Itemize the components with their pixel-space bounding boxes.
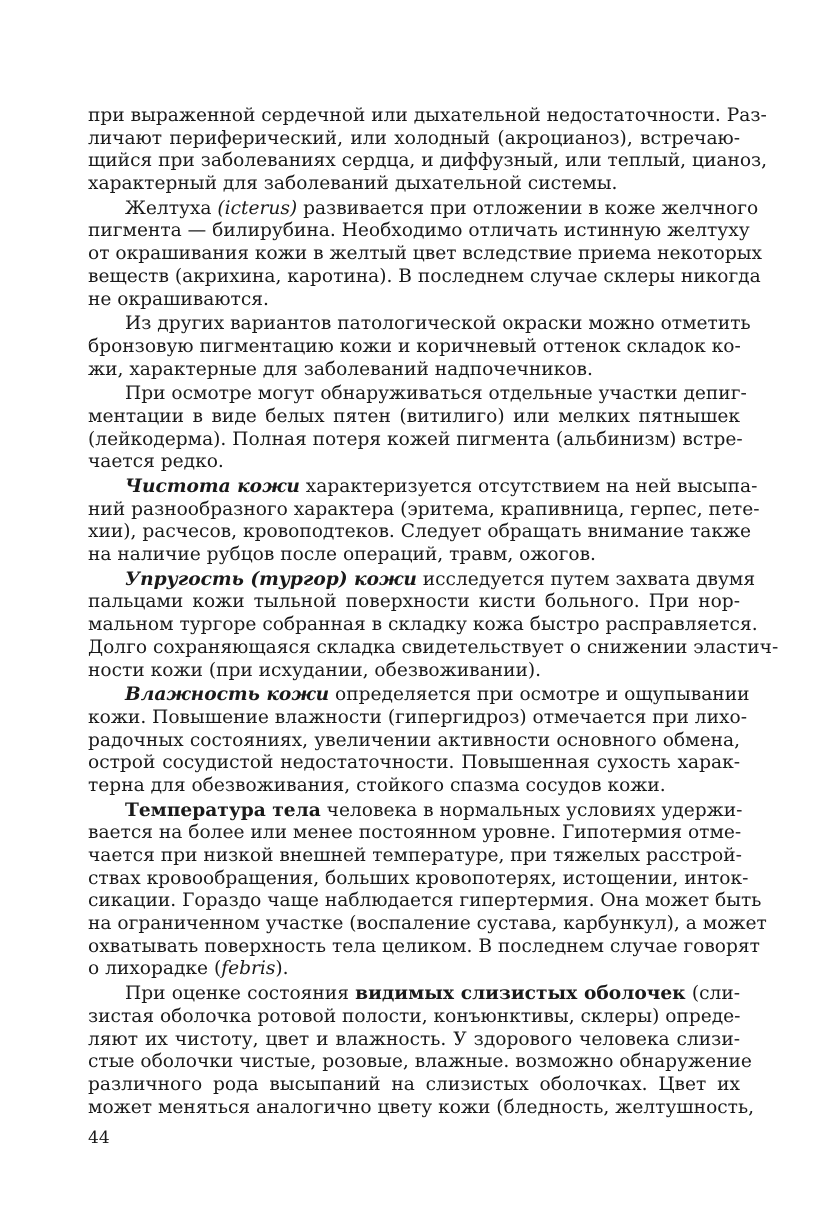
text-line (88, 935, 760, 959)
text-line (88, 359, 740, 382)
emphasized-term: Упругость (тургор) кожи (125, 568, 417, 590)
line-text-prefix: Желтуха (125, 197, 218, 219)
text-line (88, 1006, 740, 1029)
text-line (88, 498, 760, 522)
text-line (88, 660, 740, 683)
text-line (88, 636, 779, 660)
text-line (88, 521, 752, 544)
line-text: ности кожи (при исхудании, обезвоживании). (88, 659, 542, 681)
line-text: радочных состояниях, увеличении активности основного обмена, (88, 729, 740, 751)
text-line (88, 614, 758, 637)
line-text: характерный для заболеваний дыхательной системы. (88, 173, 618, 195)
text-line (88, 913, 767, 936)
line-text: терна для обезвоживания, стойкого спазма сосудов кожи. (88, 774, 666, 796)
text-line (88, 867, 749, 891)
line-text: вается на более или менее постоянном уровне. Гипотермия отме- (88, 822, 742, 844)
emphasized-term: Температура тела (125, 799, 321, 821)
line-text-suffix: ). (275, 958, 289, 980)
text-line (88, 845, 740, 868)
text-line (88, 983, 740, 1006)
text-line (88, 289, 740, 312)
line-text: ствах кровообращения, больших кровопотерях, истощении, инток- (88, 867, 749, 889)
line-text: может меняться аналогично цвету кожи (бледность, желтушность, (88, 1096, 754, 1118)
line-text: щийся при заболеваниях сердца, и диффузный, или теплый, цианоз, (88, 150, 768, 172)
line-text-suffix: развивается при отложении в коже желчного (297, 197, 759, 219)
text-line (88, 544, 740, 567)
line-text-suffix: человека в нормальных условиях удержи- (320, 799, 743, 821)
text-line (88, 265, 761, 289)
line-text: на ограниченном участке (воспаление сустава, карбункул), а может (88, 913, 767, 935)
text-line (88, 1074, 740, 1097)
text-line (88, 313, 751, 336)
line-text: охватывать поверхность тела целиком. В последнем случае говорят (88, 935, 760, 957)
line-text-suffix: исследуется путем захвата двумя (416, 568, 756, 590)
line-text: ний разнообразного характера (эритема, крапивница, герпес, пете- (88, 498, 760, 520)
emphasized-term: Влажность кожи (125, 684, 330, 706)
line-text-suffix: определяется при осмотре и ощупывании (329, 684, 750, 706)
line-text: зистая оболочка ротовой полости, конъюнктивы, склеры) опреде- (88, 1005, 741, 1027)
line-text: стые оболочки чистые, розовые, влажные. возможно обнаружение (88, 1051, 752, 1073)
line-text: Из других вариантов патологической окраски можно отметить (125, 313, 751, 335)
text-line (88, 197, 759, 221)
emphasized-term: видимых слизистых оболочек (355, 983, 686, 1005)
line-text: хии), расчесов, кровоподтеков. Следует обращать внимание также (88, 521, 752, 543)
text-line (88, 428, 743, 452)
text-line (88, 173, 740, 196)
page-number: 44 (88, 1128, 110, 1148)
text-line (88, 775, 740, 798)
text-line (88, 1096, 754, 1120)
line-text: жи, характерные для заболеваний надпочечников. (88, 358, 593, 380)
text-line (88, 451, 740, 474)
text-line (88, 684, 750, 707)
text-line (88, 706, 747, 730)
text-line (88, 220, 750, 243)
line-text: бронзовую пигментацию кожи и коричневый оттенок складок ко- (88, 335, 741, 357)
text-line (88, 1051, 752, 1074)
line-text-suffix: характеризуется отсутствием на ней высыпа- (299, 476, 758, 497)
line-text: (лейкодерма). Полная потеря кожей пигмента (альбинизм) встре- (88, 428, 743, 450)
text-line (88, 958, 740, 981)
line-text: кожи. Повышение влажности (гипергидроз) отмечается при лихо- (88, 706, 747, 728)
emphasized-term: Чистота кожи (125, 476, 300, 497)
text-line (88, 1029, 740, 1052)
line-text: сикации. Гораздо чаще наблюдается гипертермия. Она может быть (88, 890, 762, 912)
line-text: мальном тургоре собранная в складку кожа быстро расправляется. (88, 614, 758, 636)
line-text: пигмента — билирубина. Необходимо отличать истинную желтуху (88, 220, 750, 242)
emphasized-term: (icterus) (217, 197, 298, 219)
line-text: от окрашивания кожи в желтый цвет вследствие приема некоторых (88, 243, 763, 265)
text-line (88, 243, 763, 266)
line-text: различного рода высыпаний на слизистых оболочках. Цвет их (88, 1073, 740, 1095)
line-text: Долго сохраняющаяся складка свидетельствует о снижении эластич- (88, 636, 779, 658)
text-line (88, 591, 740, 614)
body-text (88, 105, 779, 1119)
line-text: при выраженной сердечной или дыхательной недостаточности. Раз- (88, 105, 767, 126)
text-line (88, 383, 747, 406)
text-line (88, 105, 767, 128)
emphasized-term: febris (221, 958, 276, 980)
line-text: на наличие рубцов после операций, травм, ожогов. (88, 544, 596, 566)
text-line (88, 799, 743, 823)
text-line (88, 752, 740, 775)
line-text: ляют их чистоту, цвет и влажность. У здорового человека слизи- (88, 1028, 740, 1050)
text-line (88, 476, 758, 499)
line-text: острой сосудистой недостаточности. Повышенная сухость харак- (88, 752, 740, 774)
line-text-prefix: При оценке состояния (125, 983, 356, 1005)
text-line (88, 336, 740, 359)
line-text: При осмотре могут обнаруживаться отдельные участки депиг- (125, 383, 747, 405)
text-line (88, 890, 762, 913)
text-line (88, 730, 740, 753)
line-text: личают периферический, или холодный (акроцианоз), встречаю- (88, 127, 740, 149)
text-line (88, 406, 740, 429)
line-text: не окрашиваются. (88, 288, 269, 310)
line-text: чается при низкой внешней температуре, при тяжелых расстрой- (88, 845, 742, 866)
text-line (88, 150, 768, 173)
line-text: пальцами кожи тыльной поверхности кисти больного. При нор- (88, 591, 740, 613)
line-text: веществ (акрихина, каротина). В последнем случае склеры никогда (88, 265, 761, 287)
text-line (88, 568, 756, 592)
line-text: чается редко. (88, 451, 224, 473)
line-text-prefix: о лихорадке ( (88, 958, 222, 980)
line-text: ментации в виде белых пятен (витилиго) или мелких пятнышек (88, 405, 740, 427)
text-line (88, 822, 740, 845)
text-line (88, 128, 740, 151)
line-text-suffix: (сли- (685, 983, 740, 1005)
